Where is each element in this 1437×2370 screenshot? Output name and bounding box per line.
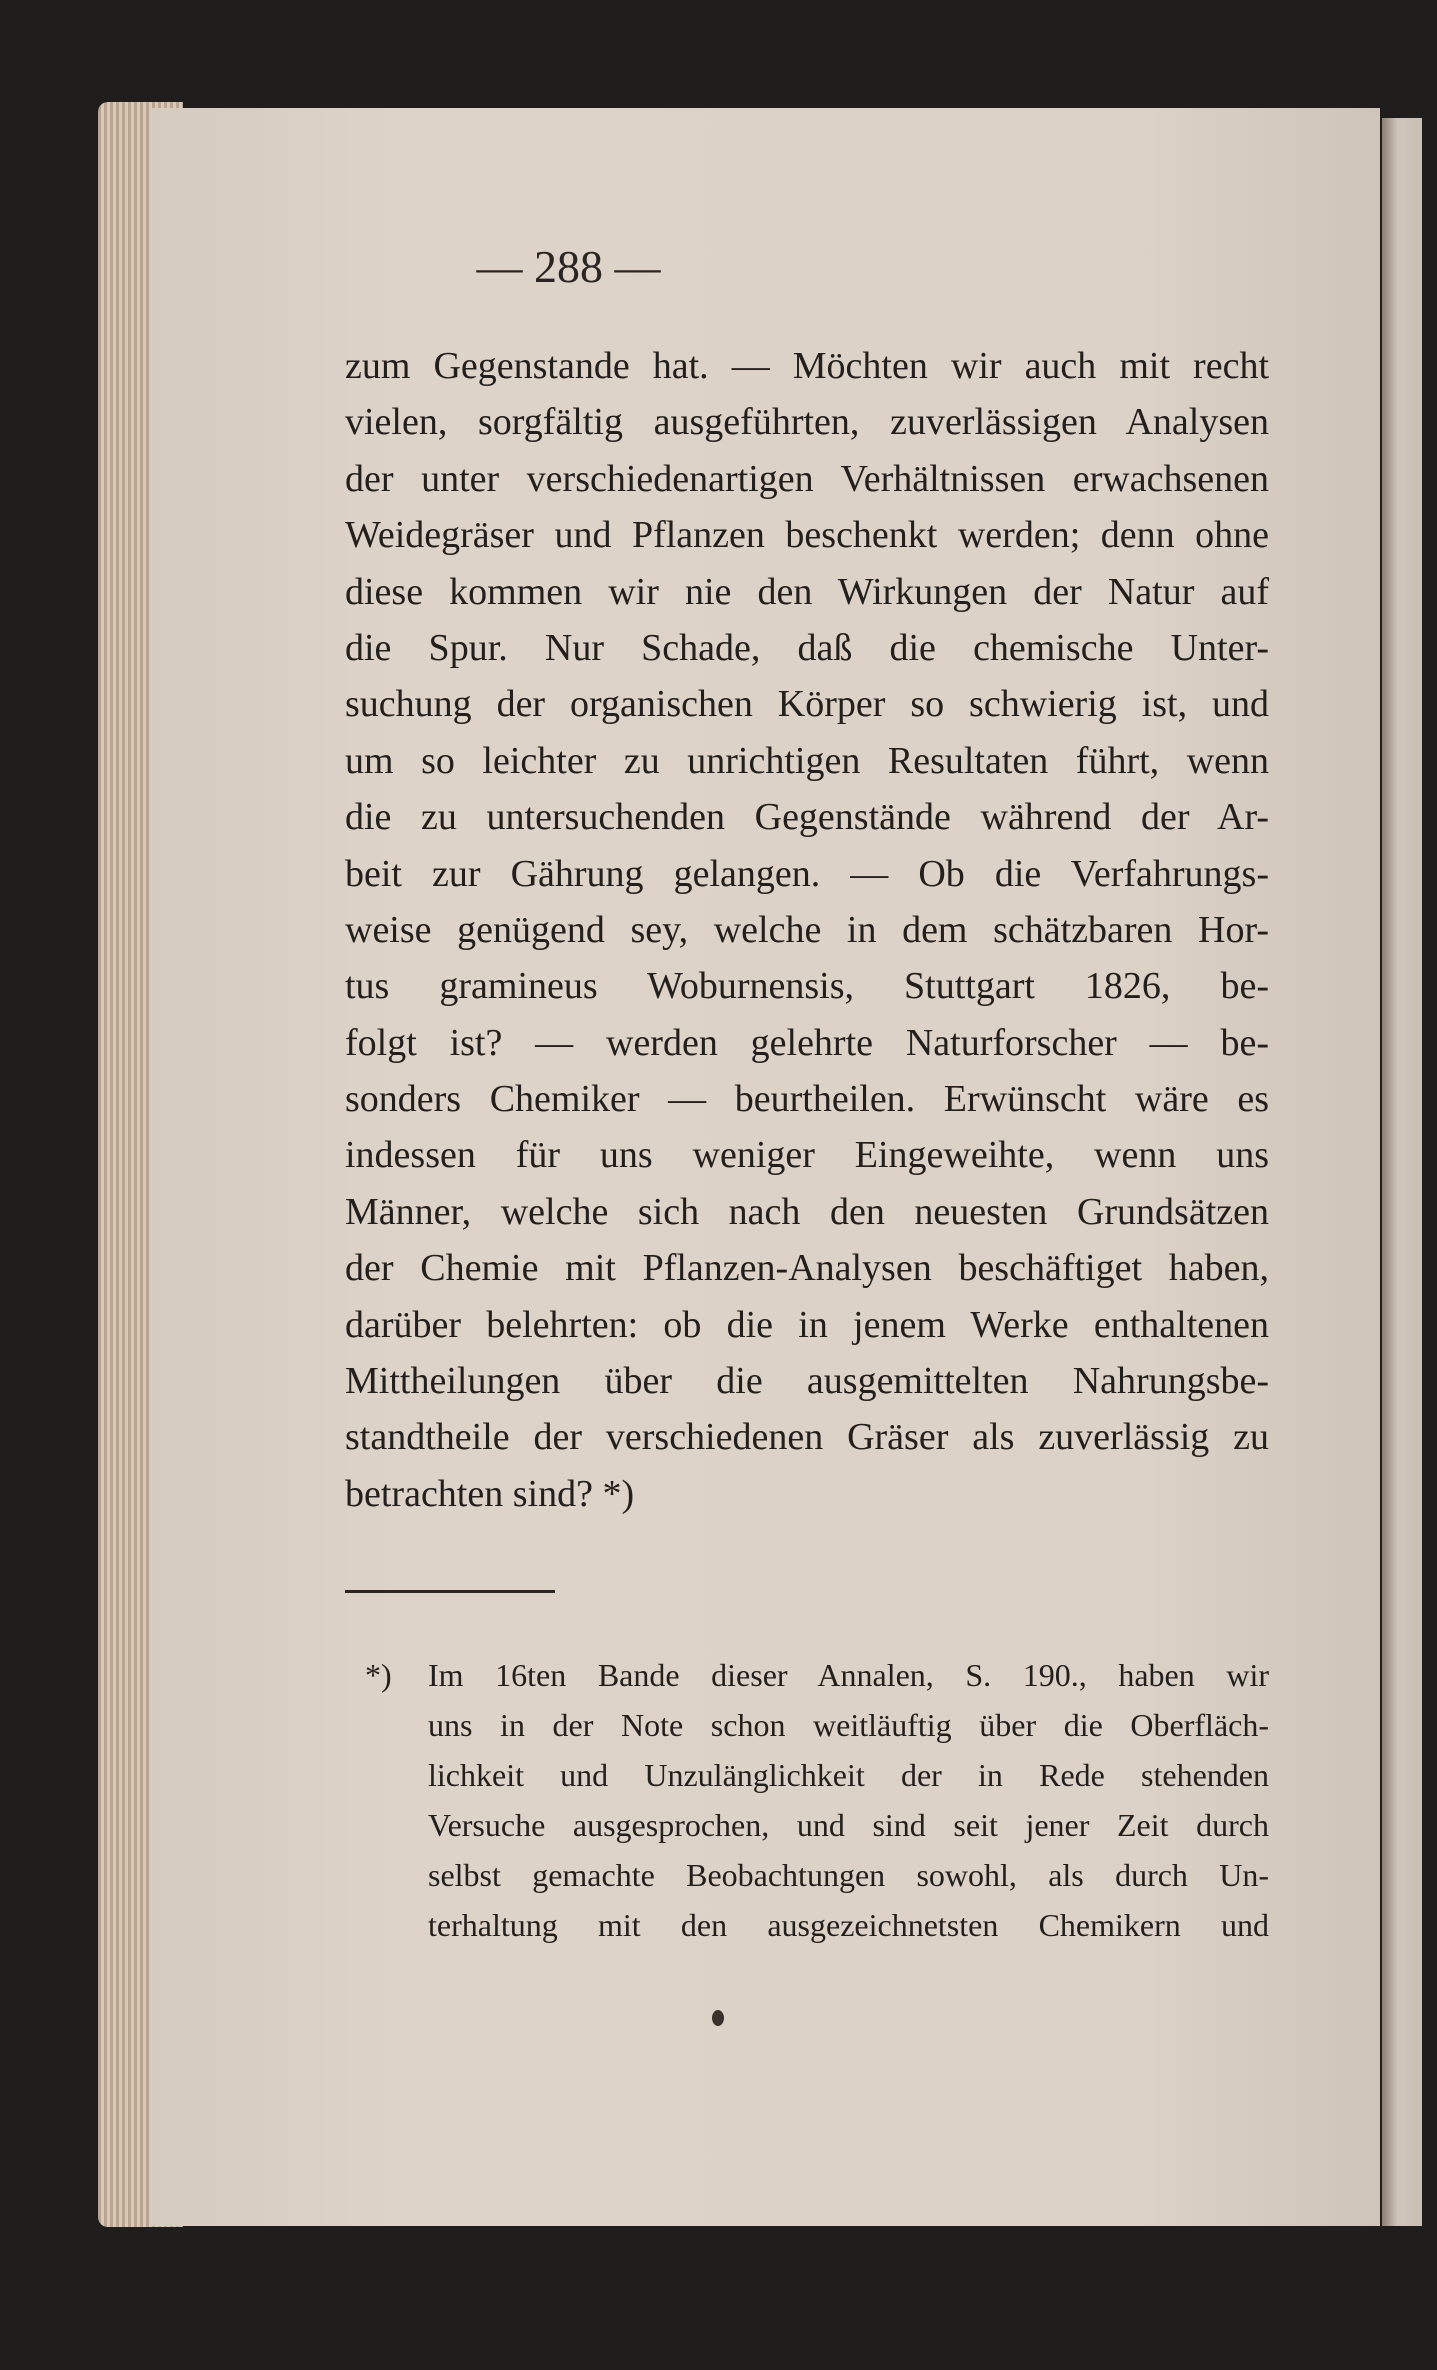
text-line: darüber belehrten: ob die in jenem Werke enthaltenen xyxy=(345,1303,1269,1346)
footnote-text xyxy=(428,1650,1269,1950)
text-line: die zu untersuchenden Gegenstände während der Ar- xyxy=(345,796,1269,839)
text-line: der Chemie mit Pflanzen-Analysen beschäftiget haben, xyxy=(345,1247,1269,1290)
text-line: standtheile der verschiedenen Gräser als zuverlässig zu xyxy=(345,1416,1269,1459)
text-line: zum Gegenstande hat. — Möchten wir auch mit recht xyxy=(345,345,1269,387)
text-line: Mittheilungen über die ausgemittelten Nahrungsbe- xyxy=(345,1360,1269,1403)
footnote-line: selbst gemachte Beobachtungen sowohl, als durch Un- xyxy=(428,1857,1269,1893)
text-line: betrachten sind? *) xyxy=(345,1472,635,1515)
footnote-line: Versuche ausgesprochen, und sind seit jener Zeit durch xyxy=(428,1807,1269,1843)
text-line: beit zur Gährung gelangen. — Ob die Verfahrungs- xyxy=(345,852,1269,895)
text-line: tus gramineus Woburnensis, Stuttgart 1826, be- xyxy=(345,965,1269,1008)
text-line: vielen, sorgfältig ausgeführten, zuverlässigen Analysen xyxy=(345,401,1269,444)
text-line: um so leichter zu unrichtigen Resultaten führt, wenn xyxy=(345,739,1269,782)
footnote-rule xyxy=(345,1590,555,1593)
footnote-marker: *) xyxy=(365,1657,392,1693)
text-line: weise genügend sey, welche in dem schätzbaren Hor- xyxy=(345,908,1269,951)
text-line: Männer, welche sich nach den neuesten Grundsätzen xyxy=(345,1190,1269,1233)
text-line: folgt ist? — werden gelehrte Naturforscher — be- xyxy=(345,1021,1269,1064)
text-line: die Spur. Nur Schade, daß die chemische Unter- xyxy=(345,626,1269,669)
footnote-line: uns in der Note schon weitläuftig über die Oberfläch- xyxy=(428,1707,1269,1743)
next-page-edge xyxy=(1382,118,1422,2226)
text-line: diese kommen wir nie den Wirkungen der Natur auf xyxy=(345,570,1269,613)
footnote-line: terhaltung mit den ausgezeichnetsten Chemikern und xyxy=(428,1907,1269,1943)
text-line: suchung der organischen Körper so schwierig ist, und xyxy=(345,683,1269,726)
body-text xyxy=(345,338,1269,1522)
text-line: indessen für uns weniger Eingeweihte, wenn uns xyxy=(345,1134,1269,1177)
footnote-line: lichkeit und Unzulänglichkeit der in Rede stehenden xyxy=(428,1757,1269,1793)
footnote-line: Im 16ten Bande dieser Annalen, S. 190., haben wir xyxy=(428,1657,1269,1693)
text-line: Weidegräser und Pflanzen beschenkt werden; denn ohne xyxy=(345,514,1269,557)
text-line: sonders Chemiker — beurtheilen. Erwünscht wäre es xyxy=(345,1078,1269,1121)
text-line: der unter verschiedenartigen Verhältnissen erwachsenen xyxy=(345,457,1269,500)
ink-spot xyxy=(712,2010,724,2026)
page-number: — 288 — xyxy=(476,241,661,292)
